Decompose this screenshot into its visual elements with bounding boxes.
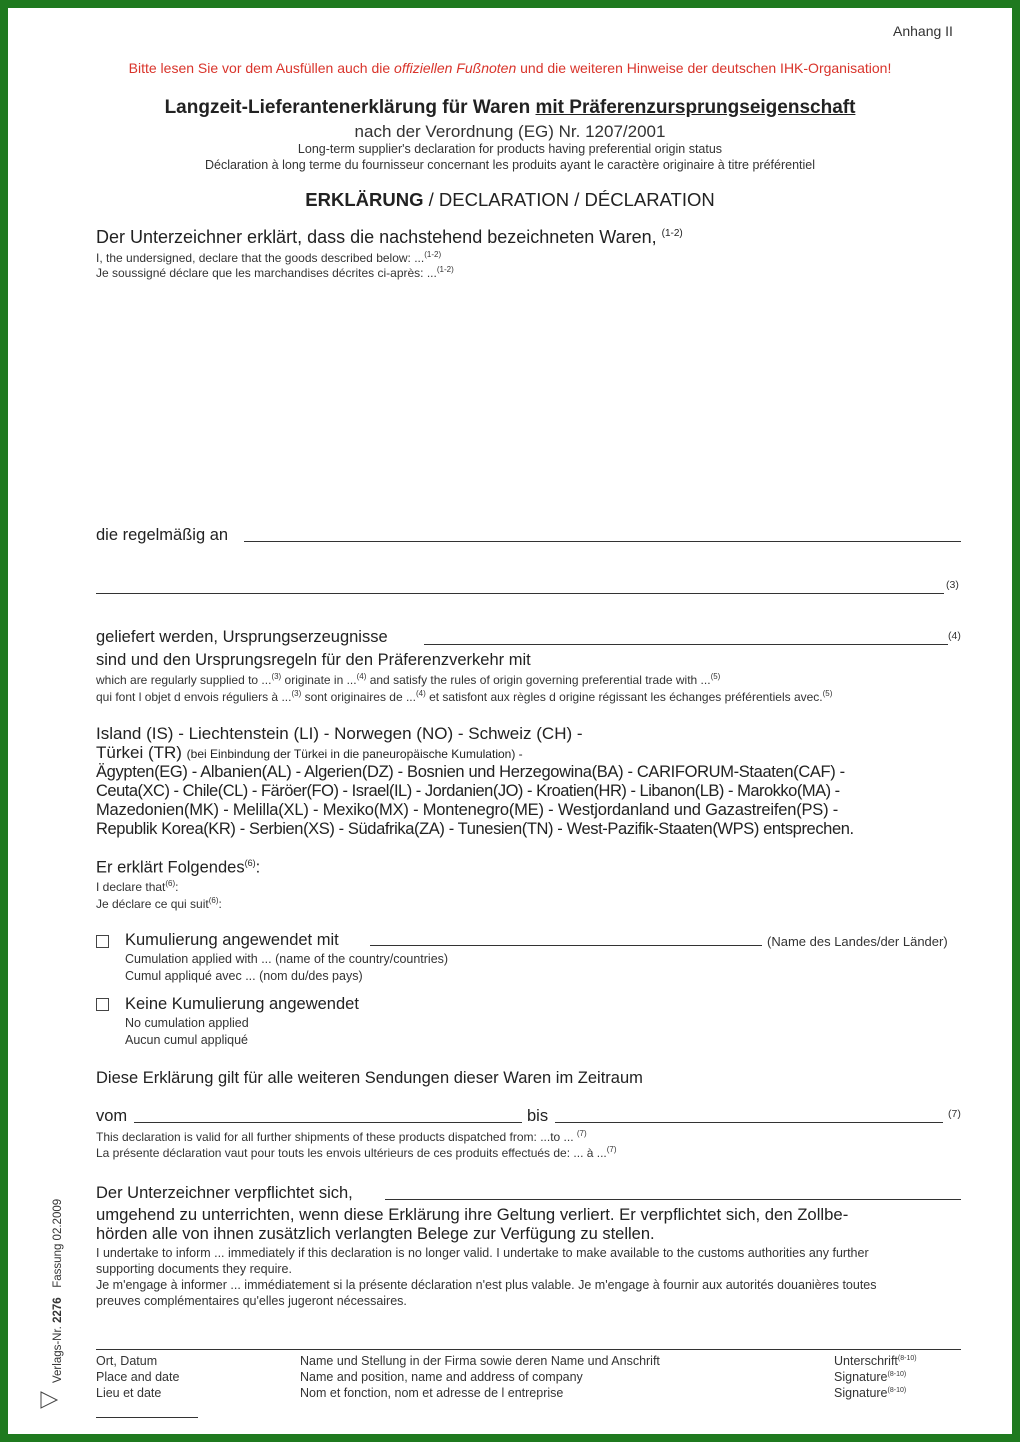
date-line[interactable] bbox=[96, 1417, 198, 1418]
rules-fr-b: sont originaires de ... bbox=[301, 690, 416, 704]
rules-fr-fa: (3) bbox=[291, 689, 302, 698]
rules-fr-c: et satisfont aux règles d origine régissant les échanges préférentiels avec. bbox=[425, 690, 823, 704]
rules-en-c: and satisfy the rules of origin governing preferential trade with ... bbox=[366, 673, 711, 687]
undertaking-fr-2: preuves complémentaires qu'elles jugeront nécessaires. bbox=[96, 1294, 407, 1308]
cumulation-applied-en: Cumulation applied with ... (name of the country/countries) bbox=[125, 952, 449, 966]
notice-pre: Bitte lesen Sie vor dem Ausfüllen auch die bbox=[128, 60, 395, 76]
form-page bbox=[8, 8, 1012, 1434]
publisher-logo-svg bbox=[38, 1389, 60, 1411]
signature-fr-text: Signature bbox=[834, 1386, 888, 1400]
rules-fr-a: qui font l objet d envois réguliers à ... bbox=[96, 690, 292, 704]
period-en bbox=[96, 1129, 587, 1144]
rules-en-fc: (5) bbox=[710, 672, 721, 681]
goods-fr-footnote: (1-2) bbox=[436, 265, 454, 274]
regulation-text: nach der Verordnung (EG) Nr. 1207/2001 bbox=[354, 122, 666, 141]
no-cumulation-checkbox[interactable] bbox=[96, 998, 109, 1011]
fn4-marker: (4) bbox=[948, 630, 961, 642]
rules-en-b: originate in ... bbox=[281, 673, 357, 687]
cumulation-country-line[interactable] bbox=[370, 945, 762, 946]
goods-en bbox=[96, 250, 441, 265]
name-en: Name and position, name and address of company bbox=[300, 1370, 583, 1384]
cumulation-applied-label: Kumulierung angewendet mit bbox=[125, 931, 339, 949]
no-cumulation-fr: Aucun cumul appliqué bbox=[125, 1033, 248, 1047]
rules-fr bbox=[96, 689, 832, 704]
declares-en-text: I declare that bbox=[96, 880, 166, 894]
undertaking-line[interactable] bbox=[385, 1199, 961, 1200]
undertaking-en-1: I undertake to inform ... immediately if this declaration is no longer valid. I undertake to make available to the customs authorities any further bbox=[96, 1246, 869, 1260]
declares-en-fn: (6) bbox=[165, 879, 176, 888]
period-intro: Diese Erklärung gilt für alle weiteren Sendungen dieser Waren im Zeitraum bbox=[96, 1069, 643, 1087]
declares-en-colon: : bbox=[175, 880, 179, 894]
undertaking-de-2: umgehend zu unterrichten, wenn diese Erklärung ihre Geltung verliert. Er verpflichtet sich, den Zollbe- bbox=[96, 1205, 849, 1224]
cumulation-country-note: (Name des Landes/der Länder) bbox=[767, 934, 948, 949]
publisher-prefix: Verlags-Nr. bbox=[52, 1322, 64, 1383]
goods-fr-text: Je soussigné déclare que les marchandises décrites ci-après: ... bbox=[96, 266, 437, 280]
period-to-label: bis bbox=[527, 1107, 549, 1125]
period-en-fn: (7) bbox=[576, 1129, 587, 1138]
regularly-label: die regelmäßig an bbox=[96, 526, 229, 544]
signature-de bbox=[834, 1354, 917, 1368]
rules-en bbox=[96, 672, 720, 687]
declares-de-text: Er erklärt Folgendes bbox=[96, 858, 245, 877]
period-from-line[interactable] bbox=[134, 1122, 522, 1123]
declares-de bbox=[96, 858, 260, 878]
declares-fr-colon: : bbox=[218, 897, 222, 911]
title-fr: Déclaration à long terme du fournisseur concernant les produits ayant le caractère originaire à titre préférentiel bbox=[204, 158, 816, 172]
rules-de: sind und den Ursprungsregeln für den Präferenzverkehr mit bbox=[96, 651, 531, 669]
signature-fr bbox=[834, 1386, 906, 1400]
fn7-marker: (7) bbox=[948, 1108, 961, 1120]
declaration-heading bbox=[8, 189, 1012, 211]
countries-line-5: Mazedonien(MK) - Melilla(XL) - Mexiko(MX) - Montenegro(ME) - Westjordanland und Gazastreifen(PS) - bbox=[96, 801, 839, 819]
no-cumulation-en: No cumulation applied bbox=[125, 1016, 249, 1030]
notice-text bbox=[8, 60, 1012, 76]
countries-turkey-note: (bei Einbindung der Türkei in die paneuropäische Kumulation) - bbox=[186, 747, 523, 761]
period-en-text: This declaration is valid for all further shipments of these products dispatched from: ...to ... bbox=[96, 1130, 577, 1144]
declares-de-colon: : bbox=[255, 858, 261, 877]
signature-en-text: Signature bbox=[834, 1370, 888, 1384]
place-de: Ort, Datum bbox=[96, 1354, 158, 1368]
recipient-line-2[interactable] bbox=[96, 593, 944, 594]
page-title bbox=[8, 97, 1012, 119]
period-fr-fn: (7) bbox=[606, 1145, 617, 1154]
signature-line[interactable] bbox=[96, 1349, 961, 1350]
signature-de-text: Unterschrift bbox=[834, 1354, 898, 1368]
period-to-line[interactable] bbox=[555, 1122, 943, 1123]
rules-en-a: which are regularly supplied to ... bbox=[96, 673, 272, 687]
publisher-vertical-text bbox=[52, 1199, 64, 1383]
undertaking-de-3: hörden alle von ihnen zusätzlich verlangten Belege zur Verfügung zu stellen. bbox=[96, 1225, 655, 1243]
rules-fr-fc: (5) bbox=[822, 689, 833, 698]
origin-line[interactable] bbox=[424, 644, 948, 645]
goods-en-footnote: (1-2) bbox=[424, 250, 442, 259]
notice-post: und die weiteren Hinweise der deutschen IHK-Organisation! bbox=[516, 60, 892, 76]
undertaking-fr-1: Je m'engage à informer ... immédiatement si la présente déclaration n'est plus valable. Je m'engage à fournir aux autorités douanières toutes bbox=[96, 1278, 877, 1292]
publisher-number: 2276 bbox=[52, 1297, 64, 1323]
period-fr bbox=[96, 1145, 617, 1160]
declares-de-fn: (6) bbox=[244, 858, 256, 868]
annex-label: Anhang II bbox=[893, 23, 953, 39]
rules-en-fa: (3) bbox=[271, 672, 282, 681]
heading-rest: / DECLARATION / DÉCLARATION bbox=[423, 189, 715, 210]
title-en: Long-term supplier's declaration for products having preferential origin status bbox=[297, 142, 723, 156]
period-from-label: vom bbox=[96, 1107, 128, 1125]
declares-fr-fn: (6) bbox=[208, 896, 219, 905]
rules-en-fb: (4) bbox=[356, 672, 367, 681]
signature-en-fn: (8-10) bbox=[887, 1370, 907, 1378]
title-underlined: mit Präferenzursprungseigenschaft bbox=[535, 97, 856, 118]
declares-en bbox=[96, 879, 179, 894]
title-plain: Langzeit-Lieferantenerklärung für Waren bbox=[164, 97, 536, 118]
name-de: Name und Stellung in der Firma sowie deren Name und Anschrift bbox=[300, 1354, 660, 1368]
countries-line-1: Island (IS) - Liechtenstein (LI) - Norwegen (NO) - Schweiz (CH) - bbox=[96, 724, 583, 743]
countries-line-4: Ceuta(XC) - Chile(CL) - Färöer(FO) - Israel(IL) - Jordanien(JO) - Kroatien(HR) - Libanon(LB) - Marokko(MA) - bbox=[96, 782, 840, 800]
goods-en-text: I, the undersigned, declare that the goods described below: ... bbox=[96, 251, 425, 265]
goods-description-area[interactable] bbox=[96, 288, 962, 508]
countries-line-2 bbox=[96, 743, 523, 763]
heading-bold: ERKLÄRUNG bbox=[305, 189, 424, 210]
signature-en bbox=[834, 1370, 906, 1384]
signature-fr-fn: (8-10) bbox=[887, 1386, 907, 1394]
place-en: Place and date bbox=[96, 1370, 180, 1384]
fn3-marker: (3) bbox=[946, 579, 959, 591]
delivered-label: geliefert werden, Ursprungserzeugnisse bbox=[96, 628, 388, 646]
goods-de-footnote: (1-2) bbox=[661, 228, 683, 239]
undertaking-de-1: Der Unterzeichner verpflichtet sich, bbox=[96, 1184, 353, 1202]
undertaking-en-2: supporting documents they require. bbox=[96, 1262, 292, 1276]
recipient-line-1[interactable] bbox=[244, 541, 961, 542]
declares-fr bbox=[96, 896, 222, 911]
place-fr: Lieu et date bbox=[96, 1386, 162, 1400]
countries-turkey: Türkei (TR) bbox=[96, 743, 187, 762]
notice-emphasis: offiziellen Fußnoten bbox=[394, 60, 517, 76]
goods-fr bbox=[96, 265, 454, 280]
rules-fr-fb: (4) bbox=[415, 689, 426, 698]
countries-line-6: Republik Korea(KR) - Serbien(XS) - Südafrika(ZA) - Tunesien(TN) - West-Pazifik-Staaten(WPS) entsprechen. bbox=[96, 820, 854, 838]
name-fr: Nom et fonction, nom et adresse de l entreprise bbox=[300, 1386, 564, 1400]
publisher-logo-icon bbox=[38, 1389, 60, 1411]
cumulation-applied-fr: Cumul appliqué avec ... (nom du/des pays) bbox=[125, 969, 363, 983]
period-fr-text: La présente déclaration vaut pour touts les envois ultérieurs de ces produits effectués de: ... à ... bbox=[96, 1146, 607, 1160]
goods-de-text: Der Unterzeichner erklärt, dass die nachstehend bezeichneten Waren, bbox=[96, 227, 662, 247]
countries-line-3: Ägypten(EG) - Albanien(AL) - Algerien(DZ) - Bosnien und Herzegowina(BA) - CARIFORUM-Staaten(CAF) - bbox=[96, 763, 845, 781]
declares-fr-text: Je déclare ce qui suit bbox=[96, 897, 209, 911]
signature-de-fn: (8-10) bbox=[897, 1354, 917, 1362]
goods-de bbox=[96, 227, 683, 248]
no-cumulation-label: Keine Kumulierung angewendet bbox=[125, 995, 359, 1013]
publisher-version: Fassung 02.2009 bbox=[52, 1198, 64, 1298]
cumulation-applied-checkbox[interactable] bbox=[96, 935, 109, 948]
